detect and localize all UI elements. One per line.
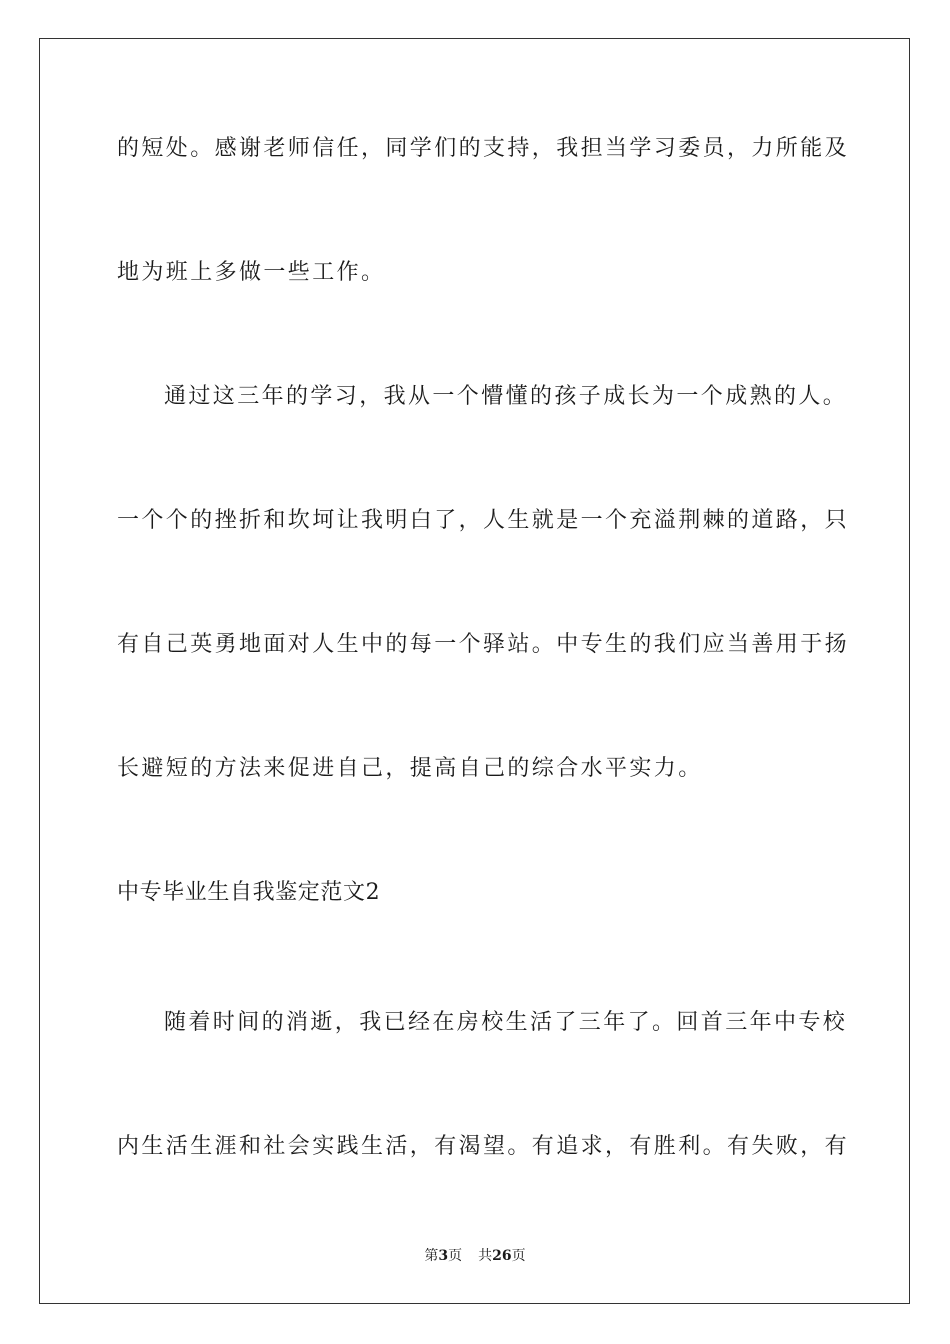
total-pages: 26: [492, 1248, 512, 1264]
body-line-4: 一个个的挫折和坎坷让我明白了，人生就是一个充溢荆棘的道路，只: [117, 508, 850, 533]
page-footer: [0, 1246, 950, 1266]
body-line-6: 长避短的方法来促进自己，提高自己的综合水平实力。: [117, 756, 703, 781]
page-border: [39, 38, 910, 1304]
page-suffix: 页: [448, 1248, 463, 1264]
body-line-1: 的短处。感谢老师信任，同学们的支持，我担当学习委员，力所能及: [117, 136, 850, 161]
body-line-2: 地为班上多做一些工作。: [117, 260, 386, 285]
total-prefix: 共: [478, 1248, 493, 1264]
section-heading: 中专毕业生自我鉴定范文2: [117, 880, 381, 905]
body-line-5: 有自己英勇地面对人生中的每一个驿站。中专生的我们应当善用于扬: [117, 632, 850, 657]
body-line-3: 通过这三年的学习，我从一个懵懂的孩子成长为一个成熟的人。: [164, 384, 848, 409]
body-line-8: 内生活生涯和社会实践生活，有渴望。有追求，有胜利。有失败，有: [117, 1134, 850, 1159]
page-number: 3: [438, 1248, 449, 1264]
body-line-7: 随着时间的消逝，我已经在房校生活了三年了。回首三年中专校: [164, 1010, 848, 1035]
page-prefix: 第: [424, 1248, 439, 1264]
total-suffix: 页: [511, 1248, 526, 1264]
